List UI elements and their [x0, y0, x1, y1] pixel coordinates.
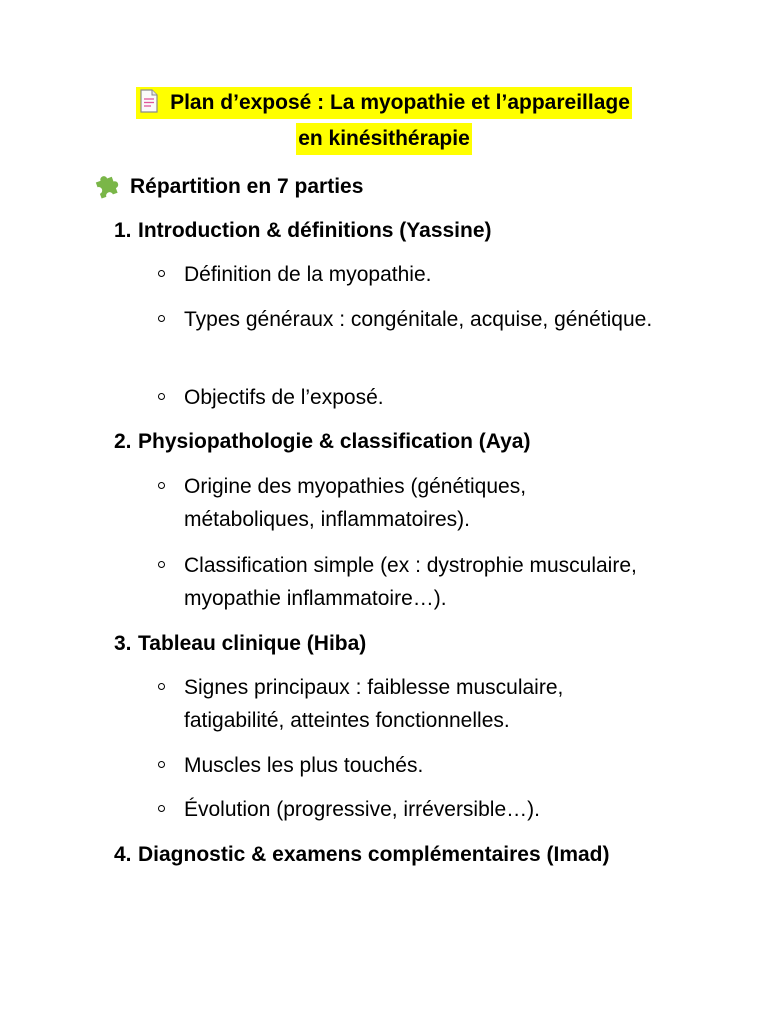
sub-item-text: Types généraux : congénitale, acquise, génétique. [184, 308, 653, 331]
section-heading [92, 170, 363, 203]
item-label: Physiopathologie & classification (Aya) [138, 430, 531, 453]
sub-item [184, 671, 654, 737]
sub-item-text: Classification simple (ex : dystrophie musculaire, myopathie inflammatoire…). [184, 554, 637, 610]
document-icon [138, 88, 160, 114]
sub-item [184, 549, 654, 615]
item-number: 4. [114, 843, 132, 866]
title-line-1 [136, 87, 632, 119]
sub-item [184, 258, 654, 291]
circle-bullet-icon [158, 761, 165, 768]
sub-item-text: Évolution (progressive, irréversible…). [184, 798, 540, 821]
title-text-1: Plan d’exposé : La myopathie et l’appareillage [170, 91, 630, 114]
sub-item-text: Objectifs de l’exposé. [184, 386, 384, 409]
list-item-4 [114, 838, 618, 871]
sub-item [184, 381, 654, 414]
sub-item [184, 749, 654, 782]
sub-item-text: Définition de la myopathie. [184, 263, 432, 286]
circle-bullet-icon [158, 482, 165, 489]
item-label: Introduction & définitions (Yassine) [138, 219, 492, 242]
list-item-3 [114, 627, 638, 660]
sub-item [184, 793, 654, 826]
circle-bullet-icon [158, 270, 165, 277]
circle-bullet-icon [158, 805, 165, 812]
sub-item-text: Muscles les plus touchés. [184, 754, 424, 777]
sub-item [184, 303, 654, 336]
document-title [0, 87, 768, 155]
circle-bullet-icon [158, 393, 165, 400]
list-item-1 [114, 214, 638, 247]
sub-item [184, 470, 654, 536]
item-number: 2. [114, 430, 132, 453]
item-number: 3. [114, 632, 132, 655]
item-label: Diagnostic & examens complémentaires (Imad) [138, 843, 610, 866]
circle-bullet-icon [158, 561, 165, 568]
list-item-2 [114, 425, 638, 458]
sub-item-text: Signes principaux : faiblesse musculaire, fatigabilité, atteintes fonctionnelles. [184, 676, 564, 732]
circle-bullet-icon [158, 683, 165, 690]
section-heading-text: Répartition en 7 parties [130, 175, 364, 198]
title-line-2: en kinésithérapie [296, 123, 472, 155]
item-number: 1. [114, 219, 132, 242]
puzzle-icon [92, 170, 122, 200]
sub-item-text: Origine des myopathies (génétiques, métaboliques, inflammatoires). [184, 475, 527, 531]
item-label: Tableau clinique (Hiba) [138, 632, 367, 655]
circle-bullet-icon [158, 315, 165, 322]
